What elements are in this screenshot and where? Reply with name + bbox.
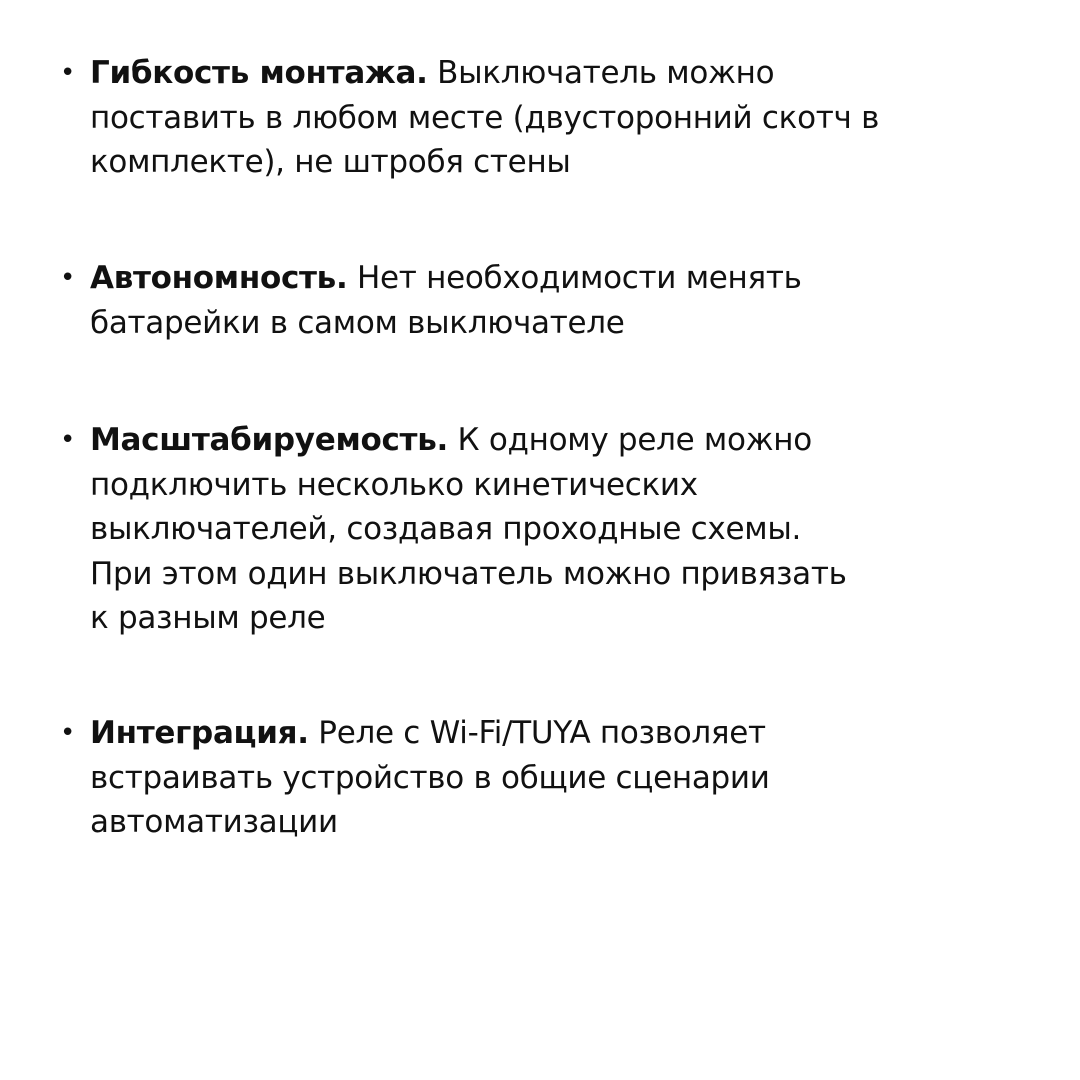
item-text: Реле с Wi-Fi/TUYA позволяет	[308, 715, 766, 751]
item-text: Выключатель можно	[427, 55, 775, 91]
bullet-icon: •	[60, 263, 76, 293]
item-text: комплекте), не штробя стены	[90, 144, 571, 180]
list-item-integration	[60, 711, 1030, 845]
item-title: Автономность.	[90, 260, 348, 296]
item-first-line	[90, 256, 1030, 301]
item-text: батарейки в самом выключателе	[90, 304, 625, 341]
item-title: Масштабируемость.	[90, 422, 448, 458]
list-item-scalability	[60, 418, 1030, 641]
item-title: Гибкость монтажа.	[90, 55, 428, 91]
item-title: Интеграция.	[90, 715, 309, 751]
bullet-icon: •	[60, 718, 76, 748]
bullet-icon: •	[60, 58, 76, 88]
item-text: к разным реле	[90, 600, 326, 636]
bullet-icon: •	[60, 425, 76, 455]
item-text: встраивать устройство в общие сценарии	[90, 759, 770, 796]
item-first-line	[90, 711, 1030, 756]
item-first-line	[90, 418, 1030, 463]
item-text: подключить несколько кинетических	[90, 466, 698, 503]
item-text: При этом один выключатель можно привязать	[90, 555, 847, 592]
item-text: Нет необходимости менять	[347, 260, 802, 296]
item-first-line	[90, 51, 1030, 96]
list-item-mounting	[60, 51, 1030, 185]
list-item-autonomy	[60, 256, 1030, 345]
item-text: поставить в любом месте (двусторонний скотч в	[90, 99, 880, 136]
item-text: автоматизации	[90, 804, 338, 840]
item-text: выключателей, создавая проходные схемы.	[90, 511, 802, 547]
item-text: К одному реле можно	[448, 422, 812, 458]
